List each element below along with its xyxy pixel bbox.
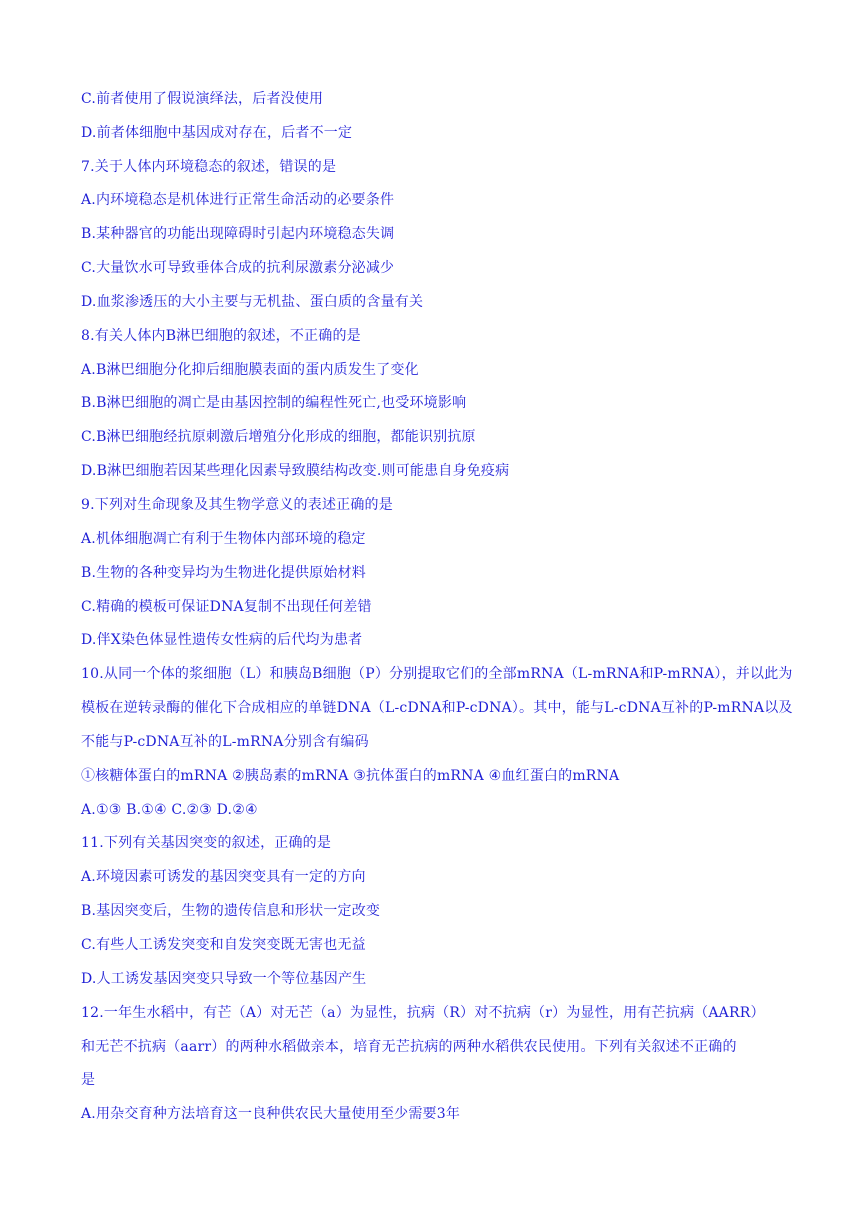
text-line: D.伴X染色体显性遗传女性病的后代均为患者 [81, 632, 363, 648]
text-line: D.人工诱发基因突变只导致一个等位基因产生 [81, 971, 367, 987]
text-line: D.血浆渗透压的大小主要与无机盐、蛋白质的含量有关 [81, 294, 424, 310]
question-10-stem: 10.从同一个体的浆细胞（L）和胰岛B细胞（P）分别提取它们的全部mRNA（L-mRNA和P-mRNA），并以此为 [81, 666, 793, 682]
text-line: A.①③ B.①④ C.②③ D.②④ [81, 802, 258, 818]
text-line: D.前者体细胞中基因成对存在，后者不一定 [81, 125, 353, 141]
question-12-stem: 12.一年生水稻中，有芒（A）对无芒（a）为显性，抗病（R）对不抗病（r）为显性，用有芒抗病（AARR） [81, 1005, 765, 1021]
text-line: B.某种器官的功能出现障碍时引起内环境稳态失调 [81, 226, 395, 242]
text-line: C.B淋巴细胞经抗原刺激后增殖分化形成的细胞，都能识别抗原 [81, 429, 476, 445]
question-7-stem: 7.关于人体内环境稳态的叙述，错误的是 [81, 159, 337, 175]
text-line: 不能与P-cDNA互补的L-mRNA分别含有编码 [81, 734, 369, 750]
text-line: B.基因突变后，生物的遗传信息和形状一定改变 [81, 903, 381, 919]
text-line: B.生物的各种变异均为生物进化提供原始材料 [81, 565, 366, 581]
text-line: C.大量饮水可导致垂体合成的抗利尿激素分泌减少 [81, 260, 395, 276]
question-9-stem: 9.下列对生命现象及其生物学意义的表述正确的是 [81, 497, 393, 513]
question-8-stem: 8.有关人体内B淋巴细胞的叙述，不正确的是 [81, 328, 361, 344]
question-11-stem: 11.下列有关基因突变的叙述，正确的是 [81, 835, 332, 851]
text-line: C.有些人工诱发突变和自发突变既无害也无益 [81, 937, 366, 953]
text-line: 和无芒不抗病（aarr）的两种水稻做亲本，培育无芒抗病的两种水稻供农民使用。下列有关叙述不正确的 [81, 1039, 737, 1055]
text-line: A.内环境稳态是机体进行正常生命活动的必要条件 [81, 192, 395, 208]
text-line: 模板在逆转录酶的催化下合成相应的单链DNA（L-cDNA和P-cDNA）。其中，能与L-cDNA互补的P-mRNA以及 [81, 700, 793, 716]
text-line: C.精确的模板可保证DNA复制不出现任何差错 [81, 599, 372, 615]
text-line: A.B淋巴细胞分化抑后细胞膜表面的蛋内质发生了变化 [81, 362, 419, 378]
text-line: A.用杂交育种方法培育这一良种供农民大量使用至少需要3年 [81, 1106, 461, 1122]
text-line: D.B淋巴细胞若因某些理化因素导致膜结构改变.则可能患自身免疫病 [81, 463, 510, 479]
text-line: A.机体细胞凋亡有利于生物体内部环境的稳定 [81, 531, 366, 547]
text-line: C.前者使用了假说演绎法，后者没使用 [81, 91, 324, 107]
text-line: A.环境因素可诱发的基因突变具有一定的方向 [81, 869, 366, 885]
text-line: ①核糖体蛋白的mRNA ②胰岛素的mRNA ③抗体蛋白的mRNA ④血红蛋白的mRNA [81, 768, 620, 784]
text-line: B.B淋巴细胞的凋亡是由基因控制的编程性死亡,也受环境影响 [81, 395, 467, 411]
text-line: 是 [81, 1072, 96, 1088]
